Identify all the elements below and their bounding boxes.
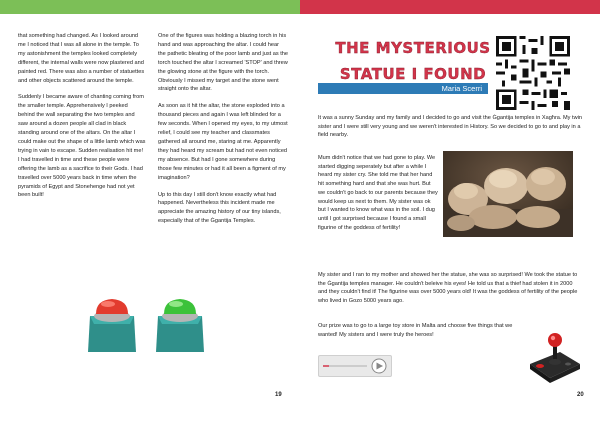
green-button-illustration <box>152 294 208 352</box>
article-title <box>328 35 498 87</box>
page-number: 20 <box>577 392 584 398</box>
left-column-2 <box>158 32 288 234</box>
intro-paragraph: It was a sunny Sunday and my family and I decided to go and visit the Ġgantija temples in Xagħra. My twin sister and I were still very young and we weren't interested in History. So we decided to go to and play in a field nearby. <box>318 115 582 139</box>
paragraph: Suddenly I became aware of chanting coming from the smaller temple. Apprehensively I peeked behind the wall separating the two temples and saw around a dozen people all clad in black standing around one of the altars. On the altar I could make out the shape of a little lamb which was trying in vain to escape. Sudden realisation hit me! I had travelled in time and these people were offering the lamb as a sacrifice to their Gods. I had travelled over 5000 years back in time when the pyramids of Egypt and Stonehenge had not yet been built! <box>18 94 146 199</box>
media-player[interactable] <box>318 355 392 377</box>
figurines-photo <box>443 151 573 237</box>
side-paragraph: Mum didn't notice that we had gone to play. We started digging seperately but after a while I heard my sister cry. She told me that her hand hit something hard and that she was hurt. But we couldn't go back to our parents because they would keep us next to them. My sister was ok but I wanted to know what was in the soil. I dug until I got surprised because I found a small figurine of the goddess of fertility! <box>318 155 438 231</box>
paragraph: One of the figures was holding a blazing torch in his hand and was approaching the altar. I could hear the pathetic bleating of the poor lamb and just as the torch touched the altar I screamed 'STOP' and threw the glowing stone at the figure with the torch. Obviously I missed my target and the stone went straight onto the altar. <box>158 33 288 93</box>
left-column-1 <box>18 32 146 208</box>
play-icon[interactable] <box>319 356 391 376</box>
qr-code-icon[interactable] <box>496 36 570 110</box>
page-number: 19 <box>275 392 282 398</box>
paragraph: Up to this day I still don't know exactly what had happened. Nevertheless this incident made me appreciate the amazing history of our tiny islands, especially that of the Ġgantija Temples. <box>158 191 281 225</box>
paragraph-2: My sister and I ran to my mother and showed her the statue, she was so surprised! We took the statue to the Ġgantija temples manager. He couldn't beleive his eyes! He told us that a thief had stolen it in 2000 and they couldn't find it! The figurine was over 5000 years old! It was the goddess of fertility of the people who lived in Gozo 5000 years ago. <box>318 272 578 305</box>
paragraph: that something had changed. As I looked around me I noticed that I was all alone in the temple. To my astonishment the temples looked completely different, the internal walls were now plastered and painted red. There was also a number of statuettes and other objects scattered around the temple. <box>18 33 145 84</box>
title-line-2: STATUE I FOUND <box>339 65 487 83</box>
right-top-bar <box>300 0 600 14</box>
red-button-illustration <box>84 294 140 352</box>
joystick-illustration <box>526 328 582 384</box>
paragraph-3: Our prize was to go to a large toy store in Malta and choose five things that we wanted! My sisters and I were truly the heroes! <box>318 323 513 338</box>
right-page <box>300 0 600 424</box>
author-banner: Maria Scerri <box>318 83 488 94</box>
left-top-bar <box>0 0 300 14</box>
title-line-1: THE MYSTERIOUS <box>335 39 491 57</box>
paragraph: As soon as it hit the altar, the stone exploded into a thousand pieces and again I was left blinded for a few seconds. When I opened my eyes, to my utmost relief, I could see my teacher and classmates gathered all around me, staring at me. Apparently they had heard my scream but had not even noticed my absence. But had I gone somewhere during those few minutes or had it all been a figment of my imagination? <box>158 103 288 181</box>
